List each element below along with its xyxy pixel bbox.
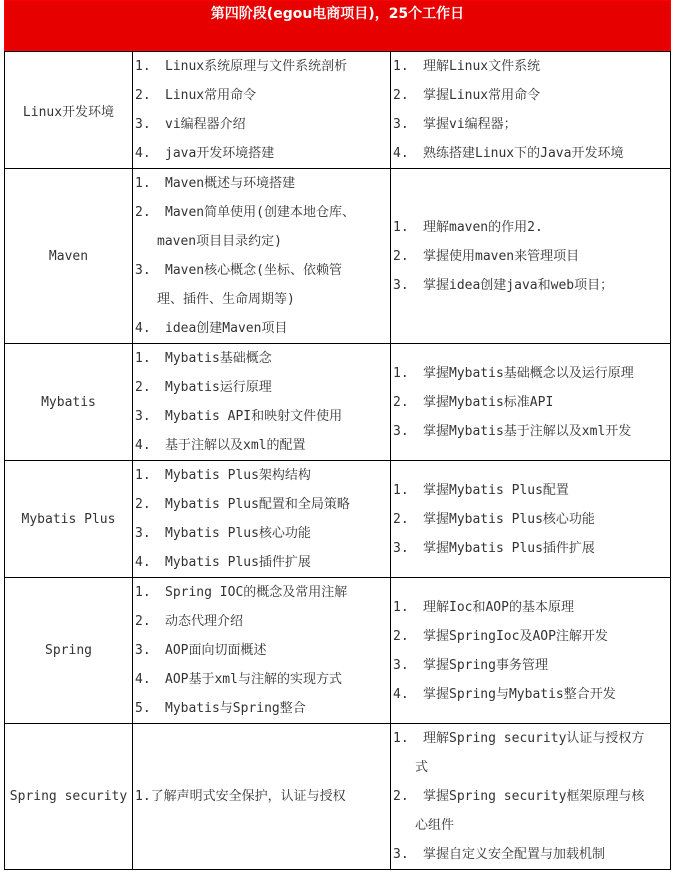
list-number: 4. bbox=[135, 672, 151, 687]
list-number: 3. bbox=[393, 847, 409, 862]
list-number: 3. bbox=[135, 526, 151, 541]
content-cell bbox=[133, 578, 391, 724]
list-number: 3. bbox=[393, 117, 409, 132]
list-text-continued: 理、插件、生命周期等) bbox=[157, 292, 295, 307]
list-text: 掌握vi编程器； bbox=[423, 117, 517, 132]
list-item bbox=[393, 242, 670, 271]
list-item bbox=[135, 198, 390, 227]
list-item bbox=[135, 81, 390, 110]
list-number: 3. bbox=[135, 117, 151, 132]
list-text: 掌握Mybatis Plus核心功能 bbox=[423, 511, 595, 527]
list-text: 掌握idea创建java和web项目； bbox=[423, 277, 614, 293]
list-number: 2. bbox=[393, 394, 409, 410]
list-number: 2. bbox=[393, 248, 409, 264]
list-text: AOP面向切面概述 bbox=[165, 643, 267, 658]
list-number: 1. bbox=[135, 468, 151, 483]
content-cell bbox=[133, 52, 391, 169]
goal-cell bbox=[391, 52, 671, 169]
list-text: Mybatis运行原理 bbox=[165, 380, 272, 395]
topic-label: Spring security bbox=[9, 789, 128, 804]
list-number: 2. bbox=[135, 380, 151, 395]
list-text-continued: 式 bbox=[415, 760, 429, 775]
list-item bbox=[135, 373, 390, 402]
list-number: 1. bbox=[135, 176, 151, 191]
list-item bbox=[135, 139, 390, 168]
topic-cell bbox=[5, 344, 133, 461]
list-number: 1. bbox=[393, 482, 409, 498]
list-text: 理解Ioc和AOP的基本原理 bbox=[423, 599, 574, 615]
list-item bbox=[393, 505, 670, 534]
list-text: 理解Spring security认证与授权方 bbox=[423, 731, 645, 746]
list-item bbox=[135, 519, 390, 548]
list-item bbox=[135, 52, 390, 81]
list-text: Mybatis基础概念 bbox=[165, 351, 272, 366]
list-item bbox=[135, 694, 390, 723]
list-number: 2. bbox=[135, 205, 151, 220]
list-number: 4. bbox=[135, 438, 151, 453]
list-text: Mybatis Plus核心功能 bbox=[165, 526, 311, 541]
list-text: 掌握SpringIoc及AOP注解开发 bbox=[423, 628, 608, 644]
topic-cell bbox=[5, 578, 133, 724]
list-item bbox=[393, 388, 670, 417]
list-number: 2. bbox=[135, 88, 151, 103]
list-number: 1. bbox=[135, 351, 151, 366]
list-text: Spring IOC的概念及常用注解 bbox=[165, 585, 348, 600]
list-text: vi编程器介绍 bbox=[165, 117, 246, 132]
list-item bbox=[393, 593, 670, 622]
list-number: 3. bbox=[393, 423, 409, 439]
content-cell bbox=[133, 169, 391, 344]
list-number: 5. bbox=[135, 701, 151, 716]
goal-cell bbox=[391, 724, 671, 870]
list-text: 动态代理介绍 bbox=[165, 614, 244, 629]
list-text: 掌握Spring security框架原理与核 bbox=[423, 789, 645, 804]
list-item bbox=[393, 840, 670, 869]
list-text: AOP基于xml与注解的实现方式 bbox=[165, 672, 342, 687]
list-text: 理解maven的作用2. bbox=[423, 219, 543, 235]
list-text: Mybatis Plus配置和全局策略 bbox=[165, 497, 350, 512]
list-text: 掌握Mybatis基础概念以及运行原理 bbox=[423, 365, 634, 381]
list-text: java开发环境搭建 bbox=[165, 146, 275, 161]
list-number: 1. bbox=[393, 599, 409, 615]
list-text: Linux系统原理与文件系统剖析 bbox=[165, 59, 348, 74]
list-number: 2. bbox=[393, 628, 409, 644]
list-item bbox=[393, 534, 670, 563]
list-number: 4. bbox=[135, 555, 151, 570]
table-row bbox=[5, 461, 671, 578]
list-item bbox=[393, 81, 670, 110]
content-cell bbox=[133, 344, 391, 461]
list-text: 掌握Mybatis Plus插件扩展 bbox=[423, 540, 595, 556]
list-number: 2. bbox=[393, 789, 409, 804]
list-item bbox=[393, 622, 670, 651]
list-text: 掌握自定义安全配置与加载机制 bbox=[423, 847, 606, 862]
goal-cell bbox=[391, 169, 671, 344]
topic-label: Mybatis Plus bbox=[21, 511, 116, 527]
list-number: 2. bbox=[135, 497, 151, 512]
list-text: Mybatis Plus架构结构 bbox=[165, 468, 311, 483]
list-text: 1.了解声明式安全保护，认证与授权 bbox=[135, 789, 346, 804]
table-row bbox=[5, 52, 671, 169]
list-item bbox=[135, 578, 390, 607]
list-number: 3. bbox=[135, 409, 151, 424]
list-text: idea创建Maven项目 bbox=[165, 321, 288, 336]
list-number: 1. bbox=[393, 59, 409, 74]
list-text: Maven概述与环境搭建 bbox=[165, 176, 296, 191]
list-item bbox=[135, 607, 390, 636]
list-text: Mybatis与Spring整合 bbox=[165, 701, 306, 716]
list-item bbox=[135, 169, 390, 198]
list-number: 3. bbox=[393, 277, 409, 293]
list-number: 1. bbox=[135, 59, 151, 74]
list-item bbox=[393, 213, 670, 242]
list-item bbox=[135, 402, 390, 431]
list-number: 4. bbox=[135, 146, 151, 161]
list-item bbox=[135, 256, 390, 285]
topic-label: Maven bbox=[48, 248, 89, 264]
topic-cell bbox=[5, 52, 133, 169]
list-text: 掌握Spring与Mybatis整合开发 bbox=[423, 686, 616, 702]
table-row bbox=[5, 344, 671, 461]
topic-cell bbox=[5, 169, 133, 344]
list-item bbox=[393, 417, 670, 446]
list-text: Linux常用命令 bbox=[165, 88, 257, 103]
table-row bbox=[5, 578, 671, 724]
list-item bbox=[135, 431, 390, 460]
list-number: 1. bbox=[393, 731, 409, 746]
list-number: 3. bbox=[135, 263, 151, 278]
list-text: Maven简单使用(创建本地仓库、 bbox=[165, 205, 355, 220]
list-item bbox=[135, 665, 390, 694]
list-text-continued: 心组件 bbox=[415, 818, 455, 833]
list-item bbox=[393, 110, 670, 139]
list-number: 3. bbox=[393, 540, 409, 556]
list-text: 掌握Mybatis基于注解以及xml开发 bbox=[423, 423, 632, 439]
list-text: 掌握Mybatis标准API bbox=[423, 394, 554, 410]
list-text: Maven核心概念(坐标、依赖管 bbox=[165, 263, 342, 278]
stage-title: 第四阶段(egou电商项目)，25个工作日 bbox=[210, 6, 465, 22]
list-number: 1. bbox=[135, 585, 151, 600]
content-cell bbox=[133, 724, 391, 870]
list-item bbox=[135, 344, 390, 373]
list-number: 4. bbox=[393, 146, 409, 161]
topic-cell bbox=[5, 461, 133, 578]
table-row bbox=[5, 724, 671, 870]
list-item bbox=[135, 110, 390, 139]
list-item bbox=[393, 359, 670, 388]
list-text: 掌握Mybatis Plus配置 bbox=[423, 482, 569, 498]
list-item bbox=[135, 490, 390, 519]
list-item bbox=[393, 52, 670, 81]
list-item bbox=[393, 724, 670, 753]
list-item bbox=[393, 139, 670, 168]
list-text: 掌握Spring事务管理 bbox=[423, 657, 548, 673]
list-item bbox=[393, 651, 670, 680]
list-text: 理解Linux文件系统 bbox=[423, 59, 541, 74]
topic-label: Linux开发环境 bbox=[22, 104, 115, 120]
list-text-continued: maven项目目录约定) bbox=[157, 234, 282, 249]
curriculum-table bbox=[4, 51, 671, 870]
goal-cell bbox=[391, 578, 671, 724]
list-text: 熟练搭建Linux下的Java开发环境 bbox=[423, 146, 624, 161]
list-number: 1. bbox=[393, 219, 409, 235]
goal-cell bbox=[391, 344, 671, 461]
list-number: 1. bbox=[393, 365, 409, 381]
list-item bbox=[393, 680, 670, 709]
list-number: 2. bbox=[393, 511, 409, 527]
list-number: 3. bbox=[393, 657, 409, 673]
content-cell bbox=[133, 461, 391, 578]
table-row bbox=[5, 169, 671, 344]
topic-label: Mybatis bbox=[41, 394, 96, 410]
topic-label: Spring bbox=[45, 643, 92, 658]
list-text: 掌握Linux常用命令 bbox=[423, 88, 541, 103]
stage-title-banner bbox=[4, 0, 671, 51]
list-text: Mybatis Plus插件扩展 bbox=[165, 555, 311, 570]
list-item bbox=[393, 476, 670, 505]
list-number: 3. bbox=[135, 643, 151, 658]
goal-cell bbox=[391, 461, 671, 578]
list-item bbox=[135, 461, 390, 490]
list-text: 掌握使用maven来管理项目 bbox=[423, 248, 580, 264]
list-item bbox=[393, 271, 670, 300]
list-number: 4. bbox=[393, 686, 409, 702]
list-number: 2. bbox=[393, 88, 409, 103]
list-item bbox=[135, 314, 390, 343]
list-number: 2. bbox=[135, 614, 151, 629]
list-item bbox=[393, 782, 670, 811]
list-item bbox=[135, 548, 390, 577]
list-number: 4. bbox=[135, 321, 151, 336]
list-item bbox=[135, 636, 390, 665]
list-text: Mybatis API和映射文件使用 bbox=[165, 409, 343, 424]
topic-cell bbox=[5, 724, 133, 870]
list-text: 基于注解以及xml的配置 bbox=[165, 438, 306, 453]
